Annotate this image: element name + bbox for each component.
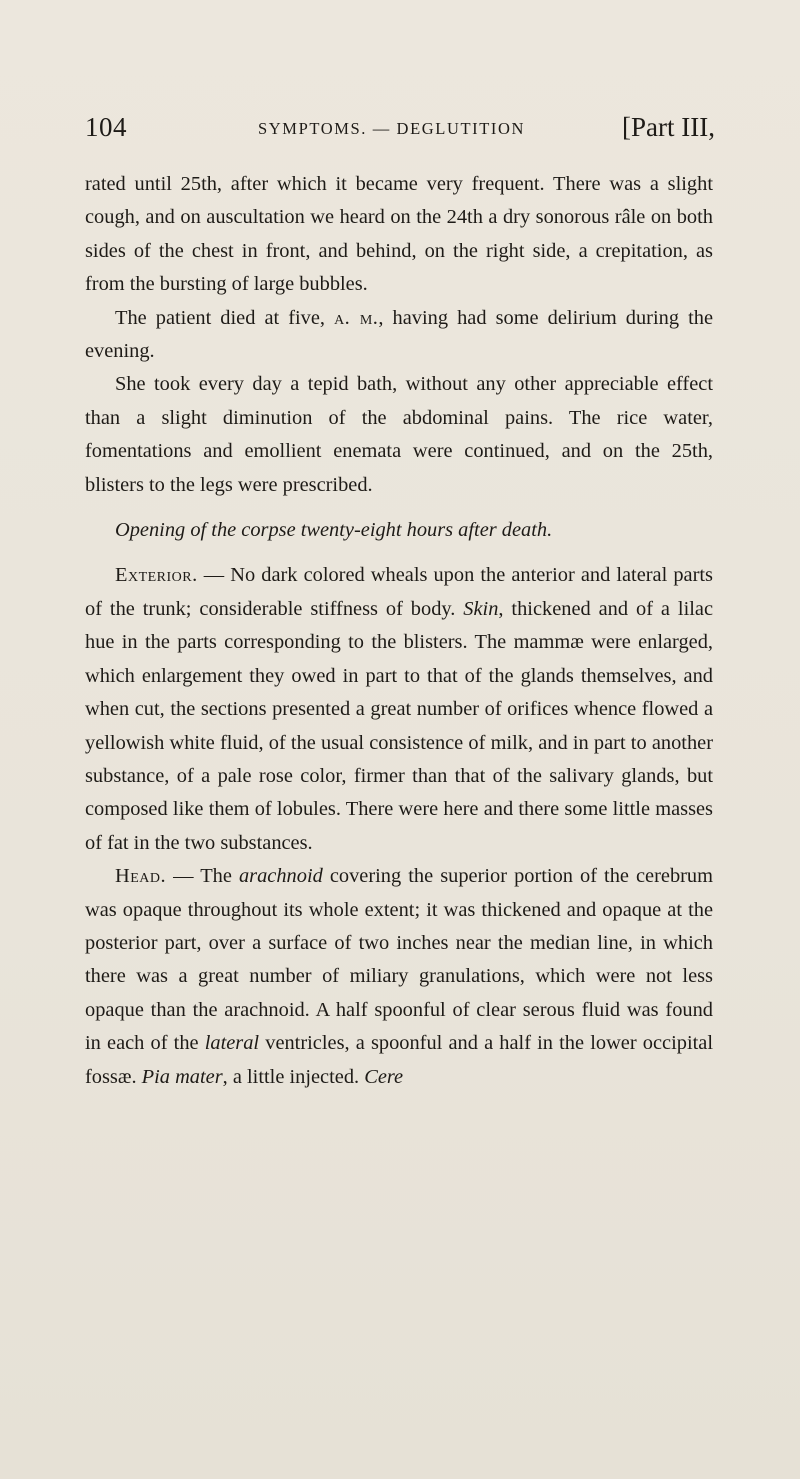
term-lateral: lateral xyxy=(204,1032,260,1055)
section-heading xyxy=(85,514,713,547)
term-cere: Cere xyxy=(364,1065,404,1088)
text-run: — No dark colored wheals upon the anterior and lateral parts of the trunk; considerable stiffness of body. xyxy=(85,564,713,620)
paragraph-exterior xyxy=(85,559,713,860)
lead-exterior: Exterior. xyxy=(115,564,198,587)
part-label: [Part III, xyxy=(622,112,715,142)
paragraph-text: rated until 25th, after which it became very frequent. There was a slight cough, and on auscultation we heard on the 24th a dry sonorous râle on both sides of the chest in front, and behind, on the right side, a crepitation, as from the bursting of large bubbles. xyxy=(85,173,713,296)
running-head: SYMPTOMS. — DEGLUTITION xyxy=(258,119,526,138)
paragraph-text: She took every day a tepid bath, without any other appreciable effect than a slight diminution of the abdominal pains. The rice water, fomentations and emollient enemata were continued, and on the 25th, blisters to the legs were prescribed. xyxy=(85,373,713,496)
term-pia-mater: Pia mater xyxy=(141,1065,223,1088)
term-arachnoid: arachnoid xyxy=(238,865,323,888)
text-run: The patient died at five, xyxy=(115,306,335,329)
text-run: ventricles, a spoonful and a half in the lower occipital fossæ. xyxy=(85,1032,713,1088)
term-skin: Skin xyxy=(463,597,499,620)
text-run: , a little injected. xyxy=(222,1065,365,1088)
text-run: , having had some delirium during the evening. xyxy=(85,306,713,363)
section-heading-text: Opening of the corpse twenty-eight hours after death. xyxy=(115,519,553,542)
text-run: covering the superior portion of the cerebrum was opaque throughout its whole extent; it was thickened and opaque at the posterior part, over a surface of two inches near the median line, in which there was a great number of miliary granulations, which were not less opaque than the arachnoid. A half spoonful of clear serous fluid was found in each of the xyxy=(85,865,713,1055)
paragraph-continuation xyxy=(85,168,713,302)
paragraph-treatment xyxy=(85,368,713,502)
page-header xyxy=(85,112,715,148)
lead-head: Head. xyxy=(115,865,167,888)
paragraph-death xyxy=(85,302,713,369)
time-am: a. m. xyxy=(334,306,379,329)
page-number: 104 xyxy=(85,112,127,142)
text-run: , thickened and of a lilac hue in the parts corresponding to the blisters. The mammæ were enlarged, which enlargement they owed in part to that of the glands themselves, and when cut, the sections presented a great number of orifices whence flowed a yellowish white fluid, of the usual consistence of milk, and in part to another substance, of a pale rose color, firmer than that of the salivary glands, but composed like them of lobules. There were here and there some little masses of fat in the two substances. xyxy=(85,597,713,854)
paragraph-head xyxy=(85,860,713,1094)
text-run: — The xyxy=(166,865,239,888)
body-text xyxy=(85,168,713,1094)
